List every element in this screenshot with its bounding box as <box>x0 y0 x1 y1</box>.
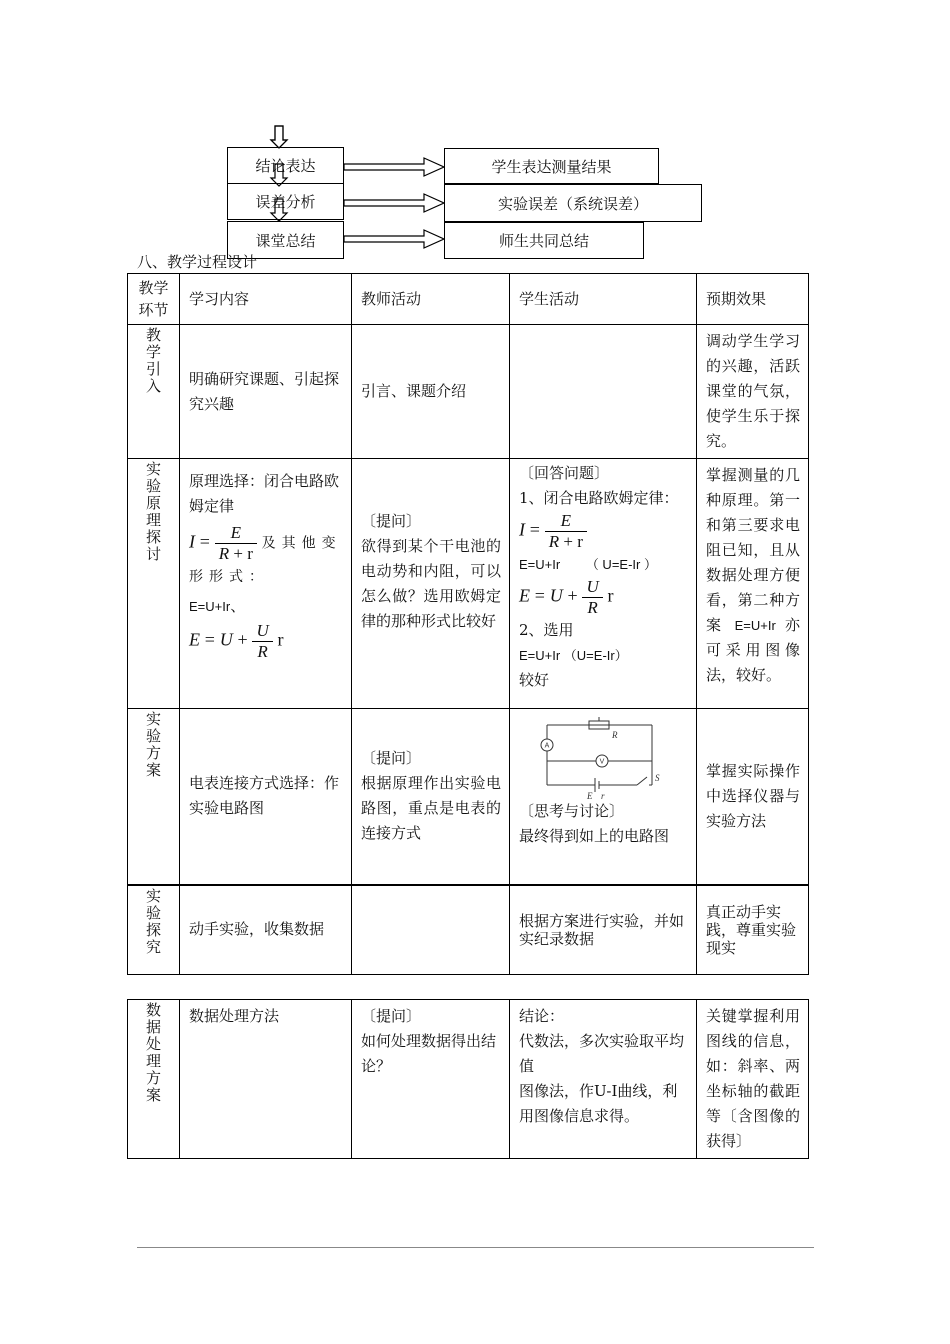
stage-cell <box>128 709 180 885</box>
formula-symbol: + <box>563 532 573 551</box>
circuit-label: R <box>612 730 618 740</box>
header-student: 学生活动 <box>510 274 697 325</box>
student-text: 较好 <box>519 671 550 689</box>
formula-symbol: = <box>199 531 210 552</box>
formula-symbol: + <box>233 544 243 563</box>
effect-cell <box>697 459 809 709</box>
principle-text: 原理选择：闭合电路欧姆定律 <box>189 472 340 515</box>
teacher-text: 根据原理作出实验电路图，重点是电表的连接方式 <box>361 774 501 843</box>
table-header-row <box>128 274 809 325</box>
formula-eu <box>519 577 688 618</box>
right-arrow-icon <box>344 158 444 176</box>
table-row <box>128 709 809 885</box>
circuit-label: A <box>544 742 550 750</box>
flow-result-1 <box>444 148 659 184</box>
fraction <box>582 577 602 618</box>
fraction-denominator <box>215 543 257 564</box>
fraction-denominator: R <box>582 597 602 618</box>
content-cell <box>180 459 352 709</box>
stage-label: 实验方案 <box>146 710 162 779</box>
student-cell: 根据方案进行实验，并如实纪录数据 <box>510 885 697 975</box>
content-cell: 电表连接方式选择：作实验电路图 <box>180 709 352 885</box>
content-cell: 动手实验，收集数据 <box>180 885 352 975</box>
stage-cell <box>128 885 180 975</box>
flow-result-label: 师生共同总结 <box>498 232 589 250</box>
formula-symbol: = <box>204 629 215 650</box>
equation: E=U+Ir （U=E-Ir） <box>519 648 628 663</box>
stage-label: 数据处理方案 <box>146 1001 162 1104</box>
student-text: 结论： <box>519 1007 565 1025</box>
flow-step-error <box>227 183 344 220</box>
effect-text: 亦可采用图像法，较好。 <box>706 616 800 684</box>
formula-symbol: I <box>519 519 525 540</box>
circuit-label: r <box>601 791 605 799</box>
effect-cell: 关键掌握利用图线的信息，如：斜率、两坐标轴的截距等〔含图像的获得〕 <box>697 1000 809 1159</box>
table-row <box>128 885 809 975</box>
teacher-cell <box>352 709 510 885</box>
equation: E=U+Ir <box>519 557 561 572</box>
formula-symbol: r <box>277 629 284 650</box>
header-content: 学习内容 <box>180 274 352 325</box>
stage-cell <box>128 325 180 459</box>
formula-symbol: U <box>549 585 563 606</box>
content-cell: 明确研究课题、引起探究兴趣 <box>180 325 352 459</box>
stage-label: 实验原理探讨 <box>146 460 162 563</box>
equation: （ U=E-Ir ） <box>585 557 657 572</box>
student-eq-line <box>519 552 688 577</box>
student-text: 2、选用 <box>519 621 574 639</box>
student-cell <box>510 1000 697 1159</box>
flow-result-label: 学生表达测量结果 <box>491 157 612 176</box>
formula-eu <box>189 621 343 662</box>
question-tag: 〔提问〕 <box>361 512 422 530</box>
question-tag: 〔提问〕 <box>361 749 422 768</box>
separator: 、 <box>230 597 246 615</box>
student-text: 代数法，多次实验取平均值 <box>519 1032 685 1075</box>
down-arrow-icon <box>271 126 287 148</box>
effect-cell: 真正动手实践，尊重实验现实 <box>697 885 809 975</box>
principle-text-2: 及其他变形形式： <box>189 535 342 585</box>
question-tag: 〔提问〕 <box>361 1007 422 1025</box>
header-effect: 预期效果 <box>697 274 809 325</box>
flow-result-2 <box>444 184 702 222</box>
fraction-denominator: R <box>252 641 272 662</box>
fraction <box>252 621 272 662</box>
formula-symbol: R <box>218 544 230 563</box>
teaching-process-table <box>127 273 809 975</box>
switch-icon <box>637 777 647 785</box>
teacher-cell <box>352 459 510 709</box>
student-cell <box>510 459 697 709</box>
formula-ohm <box>519 511 688 552</box>
student-cell <box>510 325 697 459</box>
table-row <box>128 325 809 459</box>
formula-symbol: = <box>529 519 540 540</box>
formula-symbol: R <box>548 532 560 551</box>
fraction-denominator <box>545 531 587 552</box>
formula-symbol: + <box>237 629 248 650</box>
equation: E=U+Ir <box>734 618 776 633</box>
fraction <box>215 523 257 564</box>
teacher-cell: 引言、课题介绍 <box>352 325 510 459</box>
fraction <box>545 511 587 552</box>
table-row <box>128 1000 809 1159</box>
equation: E=U+Ir <box>189 599 231 614</box>
formula-symbol: r <box>247 544 253 563</box>
formula-symbol: E <box>189 629 200 650</box>
principle-eq-line <box>189 594 343 619</box>
teacher-text: 如何处理数据得出结论？ <box>361 1032 497 1075</box>
answer-tag: 〔回答问题〕 <box>519 464 610 482</box>
student-text: 图像法，作U-I曲线，利用图像信息求得。 <box>519 1082 678 1125</box>
flow-step-label: 结论表达 <box>255 157 316 175</box>
student-text: 最终得到如上的电路图 <box>519 827 670 845</box>
student-cell <box>510 709 697 885</box>
right-arrow-icon <box>344 194 444 212</box>
fraction-numerator: E <box>560 511 571 530</box>
effect-text: 掌握测量的几种原理。第一和第三要求电阻已知，且从数据处理方便看，第二种方案 <box>706 466 800 634</box>
fraction-numerator: U <box>256 621 269 640</box>
footer-rule <box>137 1247 814 1248</box>
flow-step-label: 课堂总结 <box>255 231 316 250</box>
fraction-numerator: U <box>586 577 599 596</box>
circuit-label: S <box>655 773 660 783</box>
header-teacher: 教师活动 <box>352 274 510 325</box>
stage-label: 实验探究 <box>146 886 162 956</box>
teacher-text: 欲得到某个干电池的电动势和内阻，可以怎么做？选用欧姆定律的那种形式比较好 <box>361 537 501 630</box>
stage-label: 教学引入 <box>146 326 162 395</box>
student-text: 1、闭合电路欧姆定律： <box>519 489 679 507</box>
stage-cell <box>128 459 180 709</box>
flow-result-3 <box>444 222 644 259</box>
flow-step-label: 误差分析 <box>255 193 316 211</box>
formula-symbol: E <box>519 585 530 606</box>
teacher-cell <box>352 885 510 975</box>
formula-symbol: + <box>567 585 578 606</box>
flow-step-conclusion <box>227 147 344 184</box>
teacher-cell <box>352 1000 510 1159</box>
formula-symbol: r <box>577 532 583 551</box>
formula-symbol: U <box>219 629 233 650</box>
circuit-diagram <box>527 715 667 799</box>
table-row <box>128 459 809 709</box>
effect-cell: 调动学生学习的兴趣，活跃课堂的气氛，使学生乐于探究。 <box>697 325 809 459</box>
flow-result-label: 实验误差（系统误差） <box>497 194 648 213</box>
header-stage: 教学环节 <box>128 274 180 325</box>
circuit-label: V <box>599 758 605 766</box>
effect-cell: 掌握实际操作中选择仪器与实验方法 <box>697 709 809 885</box>
formula-symbol: = <box>534 585 545 606</box>
content-cell: 数据处理方法 <box>180 1000 352 1159</box>
formula-symbol: r <box>607 585 614 606</box>
formula-symbol: I <box>189 531 195 552</box>
section-heading: 八、教学过程设计 <box>137 253 258 271</box>
circuit-label: E <box>587 791 593 799</box>
stage-cell <box>128 1000 180 1159</box>
discussion-tag: 〔思考与讨论〕 <box>519 802 625 820</box>
data-processing-table <box>127 999 809 1159</box>
fraction-numerator: E <box>230 523 241 542</box>
formula-ohm <box>189 523 343 590</box>
right-arrow-icon <box>344 230 444 248</box>
